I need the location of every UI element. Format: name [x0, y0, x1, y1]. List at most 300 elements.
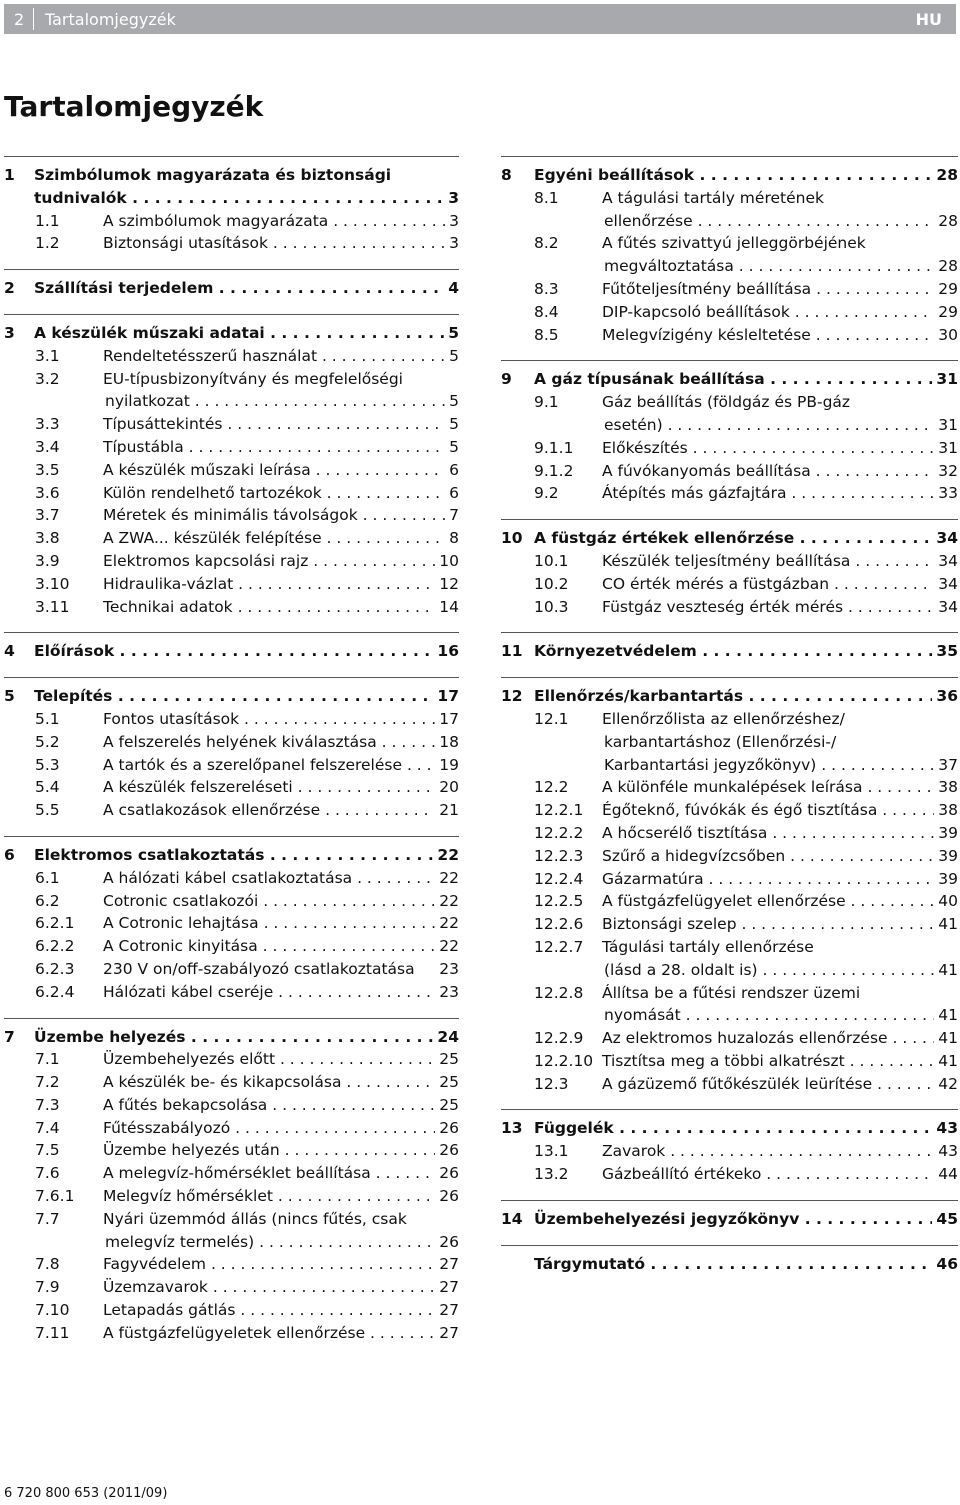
toc-entry-title: Üzembe helyezés után . . . — [4, 1139, 459, 1162]
toc-chapter-entry[interactable] — [501, 1208, 958, 1231]
toc-entry-number: 13.2 — [534, 1165, 569, 1184]
toc-entry-title: A melegvíz-hőmérséklet beállítása . . . — [4, 1162, 459, 1185]
toc-entry-title: Előírások . . . — [4, 640, 459, 663]
toc-entry-title: Üzemzavarok . . . — [4, 1276, 459, 1299]
toc-entry[interactable] — [4, 776, 459, 799]
toc-entry-page: 22 — [435, 935, 459, 958]
toc-entry-number: 12.2.3 — [534, 846, 584, 865]
toc-entry[interactable] — [501, 596, 958, 619]
toc-entry-title: Fontos utasítások . . . — [4, 708, 459, 731]
toc-entry[interactable] — [4, 413, 459, 436]
toc-entry-title: Állítsa be a fűtési rendszer üzemi — [602, 983, 861, 1002]
toc-entry-title: Típustábla . . . — [4, 436, 459, 459]
toc-entry-page: 22 — [435, 867, 459, 890]
toc-entry-title: Rendeltetésszerű használat . . . — [4, 345, 459, 368]
toc-entry-title: Az elektromos huzalozás ellenőrzése . . . — [501, 1027, 958, 1050]
toc-entry[interactable] — [4, 1253, 459, 1276]
toc-entry[interactable] — [501, 278, 958, 301]
toc-section — [4, 632, 459, 663]
toc-entry[interactable] — [4, 482, 459, 505]
toc-entry[interactable] — [4, 981, 459, 1004]
toc-entry[interactable] — [4, 867, 459, 890]
toc-entry-title: A készülék műszaki leírása . . . — [4, 459, 459, 482]
toc-entry-page: 5 — [445, 436, 459, 459]
toc-entry-page: 3 — [445, 232, 459, 255]
toc-entry-page: 25 — [435, 1071, 459, 1094]
toc-entry-page: 22 — [435, 890, 459, 913]
toc-section — [501, 1200, 958, 1231]
toc-entry[interactable] — [4, 596, 459, 619]
toc-entry-number: 7.7 — [35, 1209, 60, 1228]
toc-entry-title: Gáz beállítás (földgáz és PB-gáz — [602, 393, 851, 412]
toc-entry-page: 26 — [435, 1162, 459, 1185]
toc-entry[interactable] — [4, 436, 459, 459]
toc-entry-title: 230 V on/off-szabályozó csatlakoztatása — [103, 959, 415, 978]
toc-entry-title: Letapadás gátlás . . . — [4, 1299, 459, 1322]
toc-entry-page: 31 — [934, 414, 958, 437]
toc-section — [501, 519, 958, 618]
toc-entry[interactable] — [4, 573, 459, 596]
toc-entry-number: 7.9 — [35, 1278, 60, 1297]
toc-entry-title: A tartók és a szerelőpanel felszerelése . . . — [4, 754, 459, 777]
toc-entry[interactable] — [501, 936, 958, 959]
toc-entry-title: (lásd a 28. oldalt is) . . . — [501, 959, 958, 982]
toc-entry-number: 3.10 — [35, 574, 70, 593]
toc-entry[interactable] — [501, 573, 958, 596]
toc-entry[interactable] — [4, 1071, 459, 1094]
toc-entry-page: 3 — [445, 210, 459, 233]
toc-entry[interactable] — [501, 324, 958, 347]
toc-chapter-entry[interactable] — [4, 640, 459, 663]
toc-entry[interactable] — [501, 890, 958, 913]
toc-entry[interactable] — [501, 187, 958, 210]
toc-entry-number: 6.2.1 — [35, 914, 75, 933]
toc-entry-page: 22 — [433, 844, 459, 867]
toc-entry-number: 3.1 — [35, 346, 60, 365]
toc-entry[interactable] — [4, 550, 459, 573]
toc-entry-number: 12.2.7 — [534, 937, 584, 956]
toc-chapter-entry[interactable] — [4, 685, 459, 708]
toc-entry-title: DIP-kapcsoló beállítások . . . — [501, 301, 958, 324]
toc-entry-title: CO érték mérés a füstgázban . . . — [501, 573, 958, 596]
toc-entry[interactable] — [4, 1139, 459, 1162]
page-number: 2 — [14, 10, 25, 29]
toc-entry-page: 41 — [934, 959, 958, 982]
toc-entry-page: 12 — [435, 573, 459, 596]
toc-chapter-entry[interactable] — [501, 1117, 958, 1140]
toc-entry-number: 8.4 — [534, 302, 559, 321]
toc-entry-number: 6 — [4, 845, 15, 864]
toc-entry-number: 7.11 — [35, 1323, 70, 1342]
toc-entry-title: EU-típusbizonyítvány és megfelelőségi — [103, 369, 403, 388]
toc-entry-title: megváltoztatása . . . — [501, 255, 958, 278]
toc-entry-page: 20 — [435, 776, 459, 799]
toc-entry-number: 12.2.8 — [534, 983, 584, 1002]
toc-section — [4, 156, 459, 255]
toc-entry-page: 31 — [934, 437, 958, 460]
toc-entry-page: 31 — [932, 368, 958, 391]
toc-entry[interactable] — [4, 368, 459, 391]
toc-entry-title: Füstgáz veszteség érték mérés . . . — [501, 596, 958, 619]
toc-entry[interactable] — [501, 799, 958, 822]
toc-entry[interactable] — [501, 1073, 958, 1096]
toc-chapter-entry[interactable] — [4, 1026, 459, 1049]
toc-entry-title: Technikai adatok . . . — [4, 596, 459, 619]
toc-entry[interactable] — [501, 550, 958, 573]
toc-entry-title: ellenőrzése . . . — [501, 210, 958, 233]
toc-entry-page: 26 — [435, 1117, 459, 1140]
toc-entry[interactable] — [501, 913, 958, 936]
toc-chapter-entry[interactable] — [501, 1253, 958, 1276]
toc-entry-number: 5.4 — [35, 778, 60, 797]
toc-entry-number: 9.1.2 — [534, 461, 574, 480]
toc-entry-title: A készülék műszaki adatai . . . — [4, 322, 459, 345]
toc-entry-title: Fűtőteljesítmény beállítása . . . — [501, 278, 958, 301]
toc-entry-number: 5 — [4, 687, 15, 706]
toc-entry-page: 34 — [934, 596, 958, 619]
toc-entry-number: 3.11 — [35, 597, 70, 616]
toc-entry[interactable] — [501, 982, 958, 1005]
toc-entry-title: A csatlakozások ellenőrzése . . . — [4, 799, 459, 822]
toc-entry-number: 12.2.2 — [534, 823, 584, 842]
toc-entry-title: Melegvízigény késleltetése . . . — [501, 324, 958, 347]
toc-entry-page: 26 — [435, 1139, 459, 1162]
toc-entry-number: 8 — [501, 166, 512, 184]
toc-entry[interactable] — [501, 708, 958, 731]
toc-entry[interactable] — [4, 527, 459, 550]
toc-entry[interactable] — [4, 1117, 459, 1140]
toc-chapter-entry[interactable] — [4, 277, 459, 300]
toc-section — [4, 314, 459, 618]
toc-entry-title: A fúvókanyomás beállítása . . . — [501, 460, 958, 483]
toc-entry-title: A füstgázfelügyeletek ellenőrzése . . . — [4, 1322, 459, 1345]
toc-entry-title: Üzembe helyezés . . . — [4, 1026, 459, 1049]
toc-entry[interactable] — [501, 845, 958, 868]
toc-entry-page: 34 — [934, 550, 958, 573]
toc-entry-title: A ZWA... készülék felépítése . . . — [4, 527, 459, 550]
toc-entry-title: Tisztítsa meg a többi alkatrészt . . . — [501, 1050, 958, 1073]
toc-entry-number: 5.1 — [35, 709, 60, 728]
toc-entry-page: 26 — [435, 1185, 459, 1208]
toc-entry-title: esetén) . . . — [501, 414, 958, 437]
toc-entry-number: 10 — [501, 529, 523, 548]
toc-entry-number: 12.2 — [534, 778, 569, 797]
toc-entry[interactable] — [4, 210, 459, 233]
toc-entry[interactable] — [4, 958, 459, 981]
toc-entry-page: 19 — [435, 754, 459, 777]
toc-entry-title: Külön rendelhető tartozékok . . . — [4, 482, 459, 505]
toc-entry-title: Melegvíz hőmérséklet . . . — [4, 1185, 459, 1208]
toc-entry[interactable] — [501, 731, 958, 754]
toc-entry-title: Átépítés más gázfajtára . . . — [501, 482, 958, 505]
toc-entry-title: Karbantartási jegyzőkönyv) . . . — [501, 754, 958, 777]
toc-entry[interactable] — [501, 1163, 958, 1186]
page-header — [4, 4, 956, 34]
toc-entry-page: 39 — [934, 822, 958, 845]
toc-entry-number: 7.3 — [35, 1095, 60, 1114]
toc-entry-title: Előkészítés . . . — [501, 437, 958, 460]
toc-entry-number: 4 — [4, 642, 15, 661]
toc-entry[interactable] — [4, 1276, 459, 1299]
toc-entry[interactable] — [501, 868, 958, 891]
toc-chapter-entry[interactable] — [501, 164, 958, 187]
toc-entry-title: Készülék teljesítmény beállítása . . . — [501, 550, 958, 573]
toc-entry-number: 6.2.3 — [35, 959, 75, 978]
toc-entry-title: Függelék . . . — [501, 1117, 958, 1140]
toc-entry-page: 22 — [435, 912, 459, 935]
toc-entry-number: 13 — [501, 1119, 523, 1138]
toc-entry-title: A tágulási tartály méretének — [602, 188, 824, 207]
toc-entry-page: 44 — [934, 1163, 958, 1186]
toc-entry-title: nyilatkozat . . . — [4, 390, 459, 413]
toc-entry-title: A hálózati kábel csatlakoztatása . . . — [4, 867, 459, 890]
toc-entry-title: Elektromos kapcsolási rajz . . . — [4, 550, 459, 573]
toc-entry-number: 3.3 — [35, 415, 60, 434]
toc-entry-page: 3 — [444, 187, 459, 210]
toc-entry-title: A fűtés bekapcsolása . . . — [4, 1094, 459, 1117]
toc-entry[interactable] — [4, 1231, 459, 1254]
toc-entry-number: 9 — [501, 370, 512, 389]
toc-chapter-entry[interactable] — [4, 322, 459, 345]
toc-entry-title: Égőteknő, fúvókák és égő tisztítása . . . — [501, 799, 958, 822]
toc-entry[interactable] — [501, 391, 958, 414]
toc-entry-title: A hőcserélő tisztítása . . . — [501, 822, 958, 845]
toc-entry-title: Cotronic csatlakozói . . . — [4, 890, 459, 913]
toc-entry[interactable] — [4, 890, 459, 913]
toc-entry[interactable] — [501, 255, 958, 278]
toc-entry-number: 6.2.2 — [35, 937, 75, 956]
toc-entry-title: Fagyvédelem . . . — [4, 1253, 459, 1276]
toc-entry-title: tudnivalók . . . — [4, 187, 459, 210]
toc-chapter-entry[interactable] — [501, 527, 958, 550]
toc-entry[interactable] — [501, 301, 958, 324]
toc-entry-title: Telepítés . . . — [4, 685, 459, 708]
toc-entry[interactable] — [4, 345, 459, 368]
toc-section — [501, 632, 958, 663]
toc-entry-page: 5 — [444, 322, 459, 345]
toc-entry[interactable] — [501, 460, 958, 483]
toc-entry[interactable] — [501, 1140, 958, 1163]
toc-entry-title: Gázbeállító értékeko . . . — [501, 1163, 958, 1186]
toc-entry-page: 40 — [934, 890, 958, 913]
toc-entry[interactable] — [501, 1004, 958, 1027]
toc-section — [4, 1018, 459, 1345]
toc-entry-number: 8.5 — [534, 325, 559, 344]
document-number: 6 720 800 653 (2011/09) — [4, 1486, 168, 1501]
toc-section — [501, 156, 958, 346]
page-title: Tartalomjegyzék — [4, 90, 264, 123]
toc-entry[interactable] — [4, 754, 459, 777]
toc-entry-title: Nyári üzemmód állás (nincs fűtés, csak — [103, 1209, 407, 1228]
toc-section — [501, 677, 958, 1095]
toc-entry-page: 28 — [932, 164, 958, 187]
toc-entry[interactable] — [501, 959, 958, 982]
toc-chapter-entry[interactable] — [501, 640, 958, 663]
toc-entry-number: 12.2.4 — [534, 869, 584, 888]
toc-entry-title: Egyéni beállítások . . . — [501, 164, 958, 187]
toc-entry-page: 14 — [435, 596, 459, 619]
toc-entry-title: Szállítási terjedelem . . . — [4, 277, 459, 300]
toc-entry-page: 30 — [934, 324, 958, 347]
toc-entry-title: Gázarmatúra . . . — [501, 868, 958, 891]
toc-entry[interactable] — [4, 390, 459, 413]
toc-entry[interactable] — [4, 459, 459, 482]
toc-entry-page: 24 — [433, 1026, 459, 1049]
toc-entry[interactable] — [501, 754, 958, 777]
toc-entry-number: 11 — [501, 642, 523, 661]
toc-entry[interactable] — [4, 731, 459, 754]
toc-entry-title: Fűtésszabályozó . . . — [4, 1117, 459, 1140]
toc-entry[interactable] — [4, 504, 459, 527]
toc-entry-page: 21 — [435, 799, 459, 822]
toc-entry-page: 5 — [445, 345, 459, 368]
toc-entry-title: Környezetvédelem . . . — [501, 640, 958, 663]
toc-entry[interactable] — [501, 437, 958, 460]
toc-entry[interactable] — [4, 799, 459, 822]
toc-entry[interactable] — [501, 482, 958, 505]
toc-entry-title: A különféle munkalépések leírása . . . — [501, 776, 958, 799]
toc-entry-title: Szimbólumok magyarázata és biztonsági — [34, 166, 392, 184]
toc-left-column — [4, 156, 459, 1359]
toc-entry-page: 27 — [435, 1276, 459, 1299]
toc-entry-number: 3.9 — [35, 551, 60, 570]
toc-entry-page: 42 — [934, 1073, 958, 1096]
toc-entry-number: 3.4 — [35, 437, 60, 456]
toc-entry-page: 45 — [932, 1208, 958, 1231]
toc-entry-number: 3.7 — [35, 506, 60, 525]
toc-entry-number: 3.2 — [35, 369, 60, 388]
toc-entry-number: 12.2.10 — [534, 1051, 594, 1070]
toc-entry-number: 12.1 — [534, 709, 569, 728]
toc-entry-number: 3.8 — [35, 529, 60, 548]
toc-entry-number: 1.2 — [35, 234, 60, 253]
toc-entry-page: 41 — [934, 1027, 958, 1050]
toc-entry-page: 41 — [934, 913, 958, 936]
toc-entry-page: 7 — [445, 504, 459, 527]
toc-entry[interactable] — [501, 822, 958, 845]
toc-entry-number: 12.3 — [534, 1074, 569, 1093]
toc-entry[interactable] — [501, 414, 958, 437]
toc-entry-title: Tárgymutató . . . — [501, 1253, 958, 1276]
toc-entry-number: 7.8 — [35, 1255, 60, 1274]
toc-entry-title: Típusáttekintés . . . — [4, 413, 459, 436]
toc-entry-page: 38 — [934, 799, 958, 822]
toc-entry[interactable] — [4, 1299, 459, 1322]
toc-entry[interactable] — [4, 1094, 459, 1117]
toc-entry-number: 12.2.9 — [534, 1029, 584, 1048]
toc-chapter-entry[interactable] — [501, 685, 958, 708]
toc-entry-page: 8 — [445, 527, 459, 550]
toc-entry-title: A készülék felszereléseti . . . — [4, 776, 459, 799]
toc-entry-page: 41 — [934, 1050, 958, 1073]
toc-entry[interactable] — [4, 708, 459, 731]
toc-entry-page: 18 — [435, 731, 459, 754]
toc-entry-page: 38 — [934, 776, 958, 799]
toc-right-column — [501, 156, 958, 1289]
toc-entry-title: A felszerelés helyének kiválasztása . . . — [4, 731, 459, 754]
toc-entry-number: 5.2 — [35, 732, 60, 751]
toc-entry[interactable] — [4, 1185, 459, 1208]
toc-chapter-entry[interactable] — [4, 844, 459, 867]
toc-entry-number: 8.2 — [534, 234, 559, 253]
toc-entry-number: 9.1.1 — [534, 438, 574, 457]
toc-chapter-entry[interactable] — [4, 164, 459, 187]
toc-entry-title: A szimbólumok magyarázata . . . — [4, 210, 459, 233]
toc-entry-page: 25 — [435, 1048, 459, 1071]
toc-entry-number: 10.2 — [534, 574, 569, 593]
toc-entry-number: 3.5 — [35, 460, 60, 479]
toc-entry-title: A gáz típusának beállítása . . . — [501, 368, 958, 391]
header-divider — [33, 8, 34, 30]
toc-entry-title: A füstgáz értékek ellenőrzése . . . — [501, 527, 958, 550]
toc-entry-title: A gázüzemő fűtőkészülék leürítése . . . — [501, 1073, 958, 1096]
toc-entry-page: 34 — [934, 573, 958, 596]
toc-entry-number: 2 — [4, 279, 15, 298]
toc-chapter-entry[interactable] — [501, 368, 958, 391]
toc-entry[interactable] — [4, 1322, 459, 1345]
toc-entry[interactable] — [501, 776, 958, 799]
toc-entry-number: 1 — [4, 166, 15, 184]
toc-entry[interactable] — [4, 1162, 459, 1185]
toc-entry[interactable] — [501, 210, 958, 233]
header-title: Tartalomjegyzék — [45, 10, 176, 29]
toc-entry-title: Tágulási tartály ellenőrzése — [602, 937, 814, 956]
toc-entry-number: 9.2 — [534, 484, 559, 503]
toc-entry-page: 10 — [435, 550, 459, 573]
toc-entry-title: melegvíz termelés) . . . — [4, 1231, 459, 1254]
toc-entry-title: A füstgázfelügyelet ellenőrzése . . . — [501, 890, 958, 913]
toc-entry-number: 8.1 — [534, 188, 559, 207]
toc-entry-number: 6.2.4 — [35, 982, 75, 1001]
toc-entry[interactable] — [4, 1048, 459, 1071]
toc-entry-number: 13.1 — [534, 1142, 569, 1161]
toc-entry-number: 3 — [4, 323, 15, 342]
toc-entry[interactable] — [4, 232, 459, 255]
toc-section — [4, 677, 459, 822]
toc-entry-page: 5 — [445, 413, 459, 436]
toc-entry[interactable] — [4, 912, 459, 935]
toc-entry[interactable] — [501, 1050, 958, 1073]
toc-entry-number: 12.2.1 — [534, 801, 584, 820]
toc-section — [4, 836, 459, 1004]
toc-entry-page: 17 — [433, 685, 459, 708]
toc-entry-number: 8.3 — [534, 279, 559, 298]
toc-entry-title: Biztonsági szelep . . . — [501, 913, 958, 936]
toc-entry-title: A készülék be- és kikapcsolása . . . — [4, 1071, 459, 1094]
toc-entry-title: Hidraulika-vázlat . . . — [4, 573, 459, 596]
toc-entry-page: 17 — [435, 708, 459, 731]
toc-entry-page: 25 — [435, 1094, 459, 1117]
toc-entry-title: karbantartáshoz (Ellenőrzési-/ — [604, 732, 837, 751]
toc-entry-title: Ellenőrzőlista az ellenőrzéshez/ — [602, 709, 845, 728]
toc-entry-number: 6.1 — [35, 868, 60, 887]
toc-entry-number: 3.6 — [35, 483, 60, 502]
toc-entry-page: 4 — [444, 277, 459, 300]
toc-entry-page: 46 — [932, 1253, 958, 1276]
toc-entry-title: A Cotronic lehajtása . . . — [4, 912, 459, 935]
toc-entry-page: 35 — [932, 640, 958, 663]
toc-entry[interactable] — [501, 1027, 958, 1050]
toc-entry[interactable] — [4, 935, 459, 958]
toc-entry[interactable] — [501, 232, 958, 255]
toc-entry-title: A Cotronic kinyitása . . . — [4, 935, 459, 958]
toc-entry-number: 10.3 — [534, 597, 569, 616]
toc-entry-title: Biztonsági utasítások . . . — [4, 232, 459, 255]
toc-entry-page: 34 — [932, 527, 958, 550]
toc-entry[interactable] — [4, 1208, 459, 1231]
toc-entry[interactable] — [4, 187, 459, 210]
toc-entry-page: 6 — [445, 459, 459, 482]
